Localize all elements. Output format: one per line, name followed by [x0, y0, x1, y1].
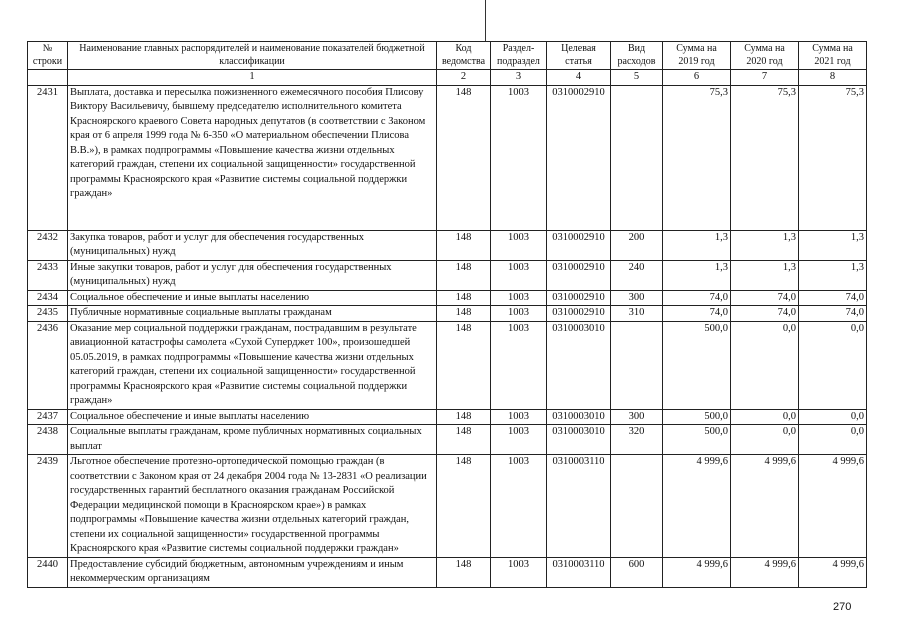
table-row: [28, 260, 867, 290]
sum-2021: 74,0: [799, 306, 867, 322]
row-name: Предоставление субсидий бюджетным, автономным учреждениям и иным некоммерческим организациям: [68, 557, 437, 587]
expense-type: 200: [611, 230, 663, 260]
row-number: 2434: [28, 290, 68, 306]
column-number: 4: [547, 70, 611, 86]
expense-type: [611, 455, 663, 558]
sum-2021: 1,3: [799, 230, 867, 260]
section-code: 1003: [491, 230, 547, 260]
section-code: 1003: [491, 321, 547, 409]
target-item: 0310002910: [547, 260, 611, 290]
target-item: 0310002910: [547, 230, 611, 260]
column-number: 7: [731, 70, 799, 86]
department-code: 148: [437, 230, 491, 260]
sum-2020: 1,3: [731, 230, 799, 260]
table-row: [28, 409, 867, 425]
sum-2020: 74,0: [731, 290, 799, 306]
row-name: Публичные нормативные социальные выплаты гражданам: [68, 306, 437, 322]
column-number: 6: [663, 70, 731, 86]
department-code: 148: [437, 455, 491, 558]
sum-2019: 4 999,6: [663, 455, 731, 558]
header-sum-2019: Сумма на 2019 год: [663, 42, 731, 70]
row-number: 2435: [28, 306, 68, 322]
sum-2019: 74,0: [663, 290, 731, 306]
section-code: 1003: [491, 557, 547, 587]
sum-2020: 0,0: [731, 409, 799, 425]
expense-type: 310: [611, 306, 663, 322]
target-item: 0310003010: [547, 409, 611, 425]
sum-2020: 0,0: [731, 425, 799, 455]
department-code: 148: [437, 409, 491, 425]
section-code: 1003: [491, 409, 547, 425]
header-row: [28, 42, 867, 70]
sum-2019: 1,3: [663, 230, 731, 260]
sum-2021: 1,3: [799, 260, 867, 290]
table-row: [28, 85, 867, 230]
row-number: 2432: [28, 230, 68, 260]
column-number: 8: [799, 70, 867, 86]
sum-2020: 4 999,6: [731, 455, 799, 558]
table-row: [28, 455, 867, 558]
section-code: 1003: [491, 290, 547, 306]
header-target-item: Целевая статья: [547, 42, 611, 70]
expense-type: 240: [611, 260, 663, 290]
column-number: 2: [437, 70, 491, 86]
sum-2020: 74,0: [731, 306, 799, 322]
department-code: 148: [437, 306, 491, 322]
section-code: 1003: [491, 85, 547, 230]
sum-2021: 0,0: [799, 321, 867, 409]
department-code: 148: [437, 425, 491, 455]
sum-2019: 500,0: [663, 409, 731, 425]
sum-2019: 74,0: [663, 306, 731, 322]
row-name: Выплата, доставка и пересылка пожизненного ежемесячного пособия Плисову Виктору Васильевичу, бывшему председателю исполнительного комитета Красноярского краевого Совета народных депутатов (в соответствии с Законом края от 6 апреля 1999 года № 6-350 «О материальном обеспечении Плисова В.В.»), в рамках подпрограммы «Повышение качества жизни отдельных категорий граждан, степени их социальной защищенности» государственной программы Красноярского края «Развитие системы социальной поддержки граждан»: [68, 85, 437, 230]
sum-2019: 500,0: [663, 425, 731, 455]
department-code: 148: [437, 557, 491, 587]
header-section: Раздел-подраздел: [491, 42, 547, 70]
target-item: 0310002910: [547, 290, 611, 306]
column-number-row: [28, 70, 867, 86]
department-code: 148: [437, 290, 491, 306]
sum-2019: 75,3: [663, 85, 731, 230]
header-sum-2021: Сумма на 2021 год: [799, 42, 867, 70]
section-code: 1003: [491, 306, 547, 322]
header-row-number: № строки: [28, 42, 68, 70]
expense-type: 320: [611, 425, 663, 455]
row-name: Оказание мер социальной поддержки гражданам, пострадавшим в результате авиационной катастрофы самолета «Сухой Суперджет 100», произошедшей 05.05.2019, в рамках подпрограммы «Повышение качества жизни отдельных категорий граждан, степени их социальной защищенности» государственной программы Красноярского края «Развитие системы социальной поддержки граждан»: [68, 321, 437, 409]
row-name: Социальные выплаты гражданам, кроме публичных нормативных социальных выплат: [68, 425, 437, 455]
row-number: 2433: [28, 260, 68, 290]
sum-2021: 74,0: [799, 290, 867, 306]
sum-2021: 75,3: [799, 85, 867, 230]
target-item: 0310003110: [547, 455, 611, 558]
row-number: 2438: [28, 425, 68, 455]
table-row: [28, 230, 867, 260]
target-item: 0310002910: [547, 85, 611, 230]
expense-type: [611, 321, 663, 409]
sum-2021: 0,0: [799, 425, 867, 455]
column-number: 3: [491, 70, 547, 86]
department-code: 148: [437, 321, 491, 409]
table-row: [28, 306, 867, 322]
target-item: 0310003010: [547, 425, 611, 455]
sum-2021: 4 999,6: [799, 557, 867, 587]
header-sum-2020: Сумма на 2020 год: [731, 42, 799, 70]
section-code: 1003: [491, 455, 547, 558]
row-name: Закупка товаров, работ и услуг для обеспечения государственных (муниципальных) нужд: [68, 230, 437, 260]
sum-2019: 1,3: [663, 260, 731, 290]
section-code: 1003: [491, 260, 547, 290]
target-item: 0310002910: [547, 306, 611, 322]
header-expense-type: Вид расходов: [611, 42, 663, 70]
sum-2020: 0,0: [731, 321, 799, 409]
target-item: 0310003010: [547, 321, 611, 409]
sum-2019: 500,0: [663, 321, 731, 409]
table-row: [28, 321, 867, 409]
column-number: 1: [68, 70, 437, 86]
table-row: [28, 557, 867, 587]
column-number: 5: [611, 70, 663, 86]
row-name: Иные закупки товаров, работ и услуг для обеспечения государственных (муниципальных) нужд: [68, 260, 437, 290]
sum-2021: 4 999,6: [799, 455, 867, 558]
expense-type: 600: [611, 557, 663, 587]
section-code: 1003: [491, 425, 547, 455]
sum-2019: 4 999,6: [663, 557, 731, 587]
row-name: Социальное обеспечение и иные выплаты населению: [68, 409, 437, 425]
sum-2020: 4 999,6: [731, 557, 799, 587]
column-number: [28, 70, 68, 86]
target-item: 0310003110: [547, 557, 611, 587]
department-code: 148: [437, 260, 491, 290]
header-department-code: Код ведомства: [437, 42, 491, 70]
department-code: 148: [437, 85, 491, 230]
expense-type: 300: [611, 409, 663, 425]
sum-2020: 75,3: [731, 85, 799, 230]
row-number: 2439: [28, 455, 68, 558]
header-name: Наименование главных распорядителей и наименование показателей бюджетной классификации: [68, 42, 437, 70]
expense-type: [611, 85, 663, 230]
row-number: 2440: [28, 557, 68, 587]
row-number: 2436: [28, 321, 68, 409]
sum-2021: 0,0: [799, 409, 867, 425]
page-number: 270: [833, 601, 852, 613]
sum-2020: 1,3: [731, 260, 799, 290]
budget-table: [27, 41, 867, 588]
row-number: 2437: [28, 409, 68, 425]
table-row: [28, 425, 867, 455]
scan-line: [485, 0, 486, 41]
row-name: Социальное обеспечение и иные выплаты населению: [68, 290, 437, 306]
table-row: [28, 290, 867, 306]
row-name: Льготное обеспечение протезно-ортопедической помощью граждан (в соответствии с Законом края от 24 декабря 2004 года № 13-2831 «О реализации государственных гарантий бесплатного оказания гражданам Российской Федерации медицинской помощи в Красноярском крае») в рамках подпрограммы «Повышение качества жизни отдельных категорий граждан, степени их социальной защищенности» государственной программы Красноярского края «Развитие системы социальной поддержки граждан»: [68, 455, 437, 558]
row-number: 2431: [28, 85, 68, 230]
expense-type: 300: [611, 290, 663, 306]
